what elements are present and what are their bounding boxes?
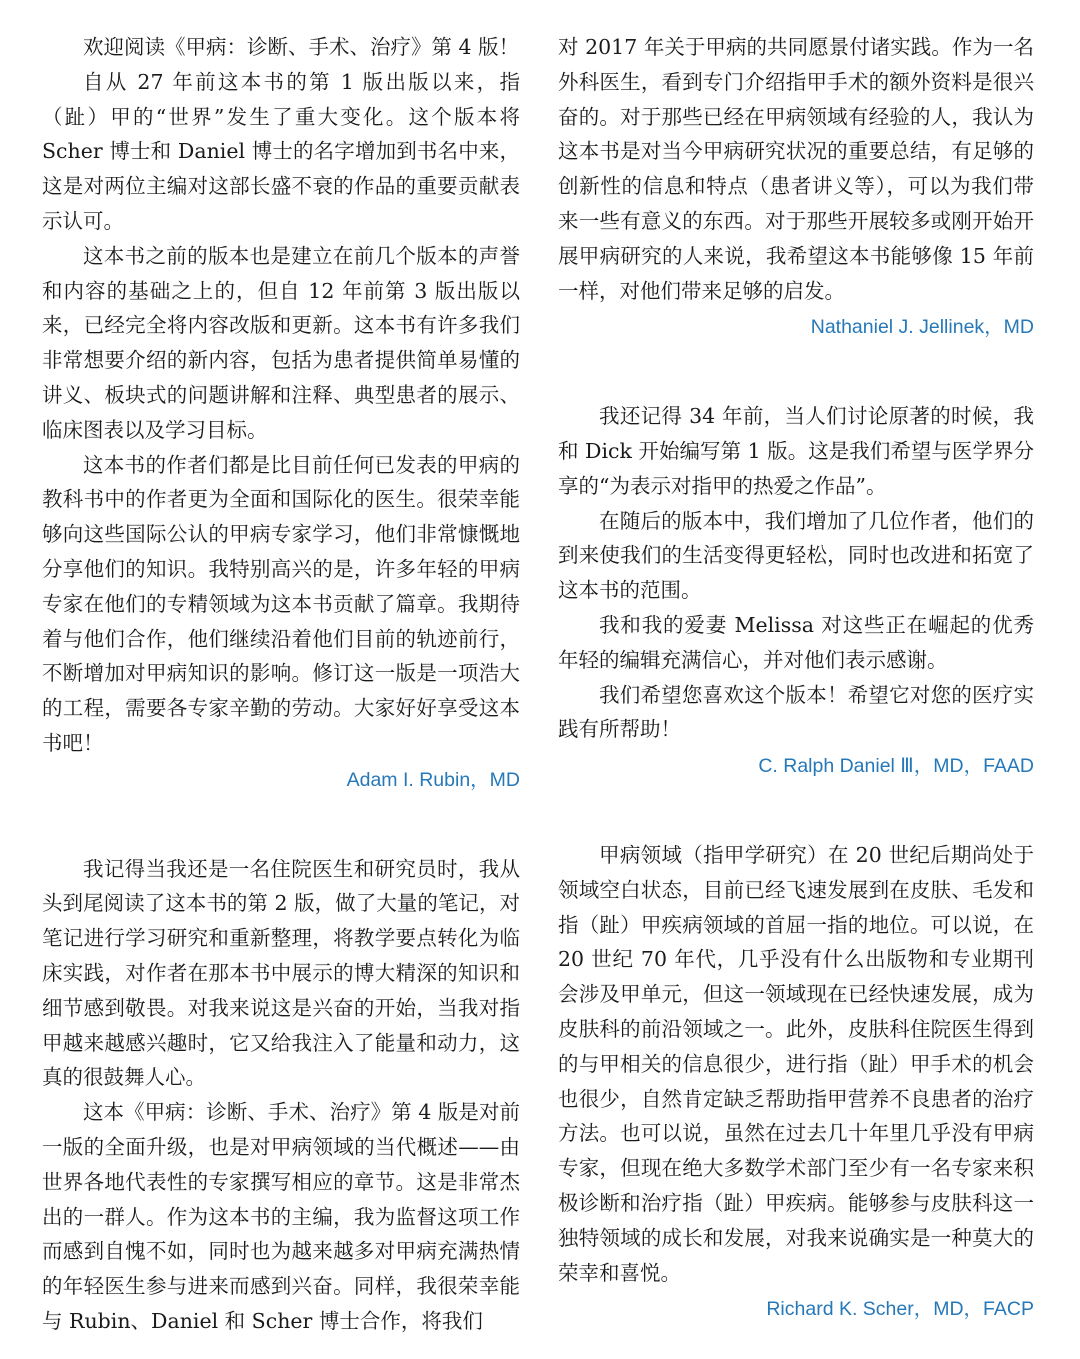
jellinek-preface-continued: [558, 30, 1034, 345]
paragraph: 自从 27 年前这本书的第 1 版出版以来，指（趾）甲的“世界”发生了重大变化。这个版本将 Scher 博士和 Daniel 博士的名字增加到书名中来，这是对两位主编对这部长盛不衰的作品的重要贡献表示认可。: [42, 69, 520, 233]
signature-rubin: Adam I. Rubin，MD: [346, 768, 520, 791]
signature-scher: Richard K. Scher，MD，FACP: [766, 1298, 1034, 1321]
jellinek-preface: [42, 852, 520, 1339]
left-column: [42, 30, 520, 1339]
paragraph: 对 2017 年关于甲病的共同愿景付诸实践。作为一名外科医生，看到专门介绍指甲手术的额外资料是很兴奋的。对于那些已经在甲病领域有经验的人，我认为这本书是对当今甲病研究状况的重要总结，有足够的创新性的信息和特点（患者讲义等），可以为我们带来一些有意义的东西。对于那些开展较多或刚开始开展甲病研究的人来说，我希望这本书能够像 15 年前一样，对他们带来足够的启发。: [558, 35, 1034, 303]
paragraph: 这本书之前的版本也是建立在前几个版本的声誉和内容的基础之上的，但自 12 年前第 3 版出版以来，已经完全将内容改版和更新。这本书有许多我们非常想要介绍的新内容，包括为患者提供简单易懂的讲义、板块式的问题讲解和注释、典型患者的展示、临床图表以及学习目标。: [42, 243, 520, 442]
paragraph: 我和我的爱妻 Melissa 对这些正在崛起的优秀年轻的编辑充满信心，并对他们表示感谢。: [558, 612, 1034, 672]
paragraph: 这本书的作者们都是比目前任何已发表的甲病的教科书中的作者更为全面和国际化的医生。很荣幸能够向这些国际公认的甲病专家学习，他们非常慷慨地分享他们的知识。我特别高兴的是，许多年轻的甲病专家在他们的专精领域为这本书贡献了篇章。我期待着与他们合作，他们继续沿着他们目前的轨迹前行，不断增加对甲病知识的影响。修订这一版是一项浩大的工程，需要各专家辛勤的劳动。大家好好享受这本书吧！: [42, 452, 520, 755]
paragraph: 我记得当我还是一名住院医生和研究员时，我从头到尾阅读了这本书的第 2 版，做了大量的笔记，对笔记进行学习研究和重新整理，将教学要点转化为临床实践，对作者在那本书中展示的博大精深的知识和细节感到敬畏。对我来说这是兴奋的开始，当我对指甲越来越感兴趣时，它又给我注入了能量和动力，这真的很鼓舞人心。: [42, 856, 520, 1090]
daniel-preface: [558, 399, 1034, 784]
paragraph: 我还记得 34 年前，当人们讨论原著的时候，我和 Dick 开始编写第 1 版。这是我们希望与医学界分享的“为表示对指甲的热爱之作品”。: [558, 404, 1034, 498]
paragraph: 这本《甲病：诊断、手术、治疗》第 4 版是对前一版的全面升级，也是对甲病领域的当代概述——由世界各地代表性的专家撰写相应的章节。这是非常杰出的一群人。作为这本书的主编，我为监督这项工作而感到自愧不如，同时也为越来越多对甲病充满热情的年轻医生参与进来而感到兴奋。同样，我很荣幸能与 Rubin、Daniel 和 Scher 博士合作，将我们: [42, 1100, 520, 1333]
signature-daniel: C. Ralph Daniel Ⅲ，MD，FAAD: [758, 755, 1034, 778]
signature-jellinek: Nathaniel J. Jellinek，MD: [810, 316, 1034, 339]
paragraph: 欢迎阅读《甲病：诊断、手术、治疗》第 4 版！: [83, 35, 520, 59]
right-column: [558, 30, 1034, 1327]
scher-preface: [558, 838, 1034, 1327]
paragraph: 在随后的版本中，我们增加了几位作者，他们的到来使我们的生活变得更轻松，同时也改进和拓宽了这本书的范围。: [558, 508, 1034, 603]
paragraph: 甲病领域（指甲学研究）在 20 世纪后期尚处于领域空白状态，目前已经飞速发展到在皮肤、毛发和指（趾）甲疾病领域的首屈一指的地位。可以说，在 20 世纪 70 年代，几乎没有什么出版物和专业期刊会涉及甲单元，但这一领域现在已经快速发展，成为皮肤科的前沿领域之一。此外，皮肤科住院医生得到的与甲相关的信息很少，进行指（趾）甲手术的机会也很少，自然肯定缺乏帮助指甲营养不良患者的治疗方法。也可以说，虽然在过去几十年里几乎没有甲病专家，但现在绝大多数学术部门至少有一名专家来积极诊断和治疗指（趾）甲疾病。能够参与皮肤科这一独特领域的成长和发展，对我来说确实是一种莫大的荣幸和喜悦。: [558, 842, 1034, 1285]
paragraph: 我们希望您喜欢这个版本！希望它对您的医疗实践有所帮助！: [558, 682, 1034, 742]
rubin-preface: [42, 30, 520, 798]
